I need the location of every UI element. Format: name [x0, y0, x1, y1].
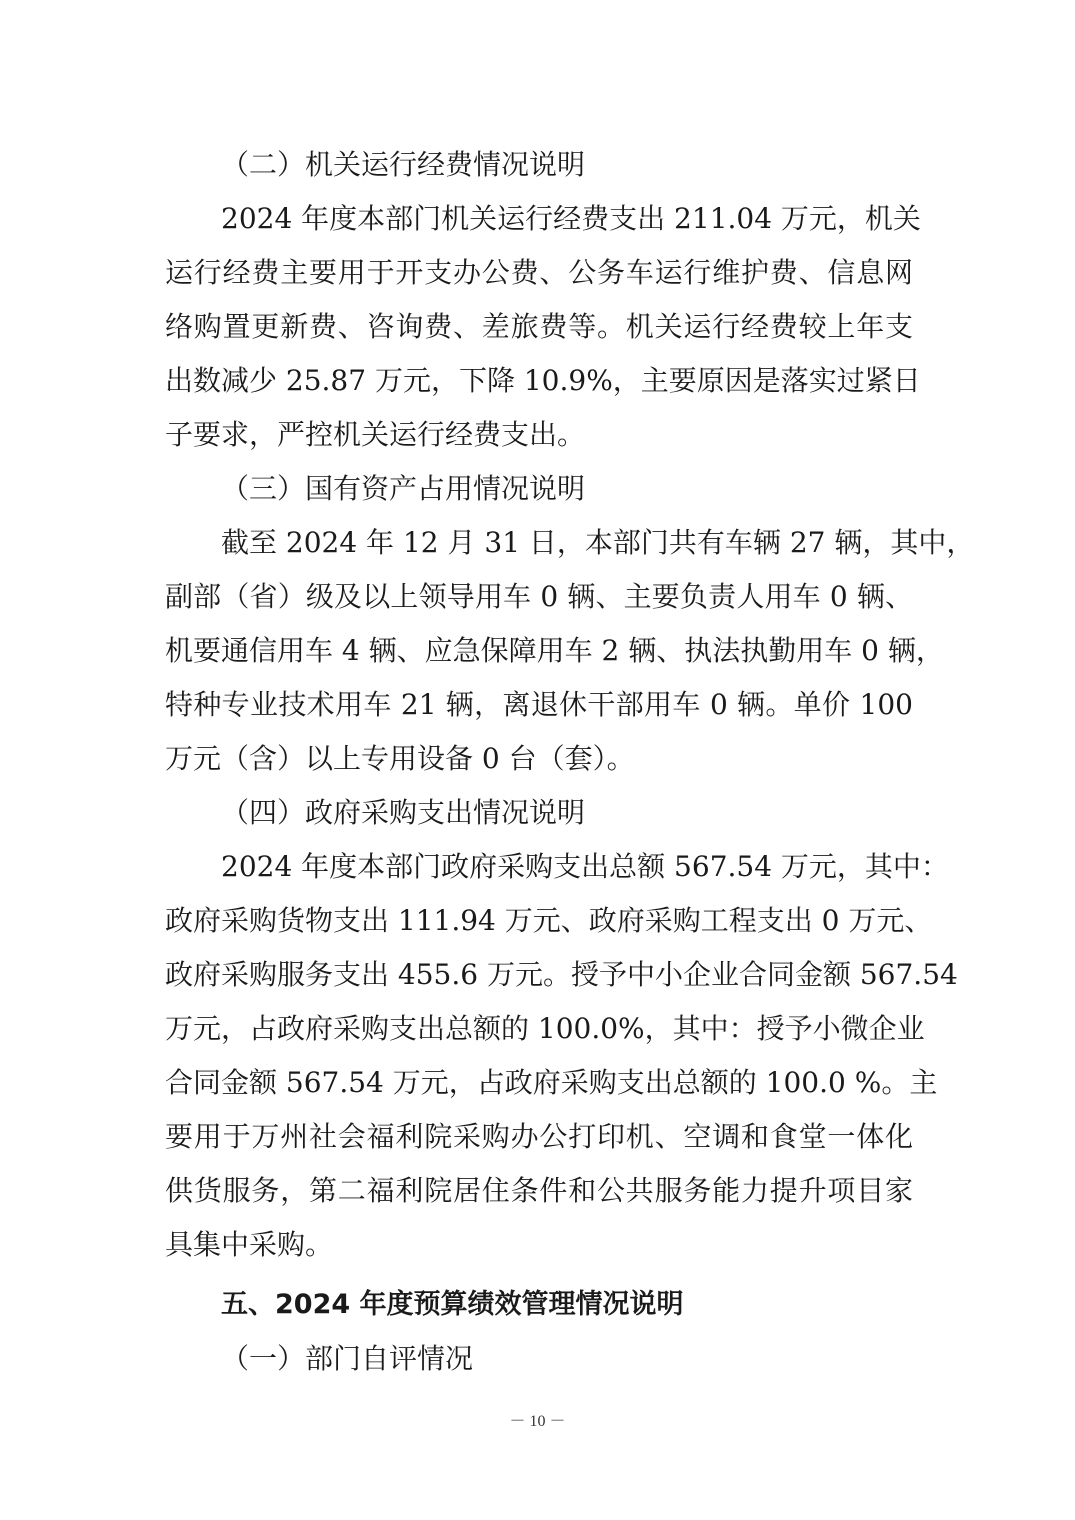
paragraph-line: 特种专业技术用车 21 辆，离退休干部用车 0 辆。单价 100: [165, 688, 913, 721]
section-heading-procurement: （四）政府采购支出情况说明: [221, 796, 586, 829]
section-heading-performance: 五、2024 年度预算绩效管理情况说明: [221, 1289, 684, 1320]
paragraph-line: 政府采购服务支出 455.6 万元。授予中小企业合同金额 567.54: [165, 958, 958, 991]
paragraph-line: 机要通信用车 4 辆、应急保障用车 2 辆、执法执勤用车 0 辆，: [165, 634, 944, 667]
paragraph-line: 万元，占政府采购支出总额的 100.0%，其中：授予小微企业: [165, 1012, 925, 1045]
section-heading-state-assets: （三）国有资产占用情况说明: [221, 472, 586, 505]
paragraph-line: 2024 年度本部门政府采购支出总额 567.54 万元，其中：: [221, 850, 949, 883]
paragraph-line: 2024 年度本部门机关运行经费支出 211.04 万元，机关: [221, 202, 921, 235]
paragraph-line: 络购置更新费、咨询费、差旅费等。机关运行经费较上年支: [165, 310, 913, 343]
paragraph-line: 合同金额 567.54 万元，占政府采购支出总额的 100.0 %。主: [165, 1066, 938, 1099]
page-number: － 10 －: [509, 1413, 566, 1430]
paragraph-line: 政府采购货物支出 111.94 万元、政府采购工程支出 0 万元、: [165, 904, 933, 937]
paragraph-line: 要用于万州社会福利院采购办公打印机、空调和食堂一体化: [165, 1120, 913, 1153]
section-heading-operating-funds: （二）机关运行经费情况说明: [221, 148, 586, 181]
paragraph-line: 具集中采购。: [165, 1228, 334, 1261]
paragraph-line: 子要求，严控机关运行经费支出。: [165, 418, 586, 451]
paragraph-line: 万元（含）以上专用设备 0 台（套）。: [165, 742, 635, 775]
paragraph-line: 出数减少 25.87 万元，下降 10.9%，主要原因是落实过紧日: [165, 364, 921, 397]
subsection-heading-self-evaluation: （一）部门自评情况: [221, 1342, 474, 1375]
paragraph-line: 运行经费主要用于开支办公费、公务车运行维护费、信息网: [165, 256, 913, 289]
paragraph-line: 供货服务，第二福利院居住条件和公共服务能力提升项目家: [165, 1174, 913, 1207]
paragraph-line: 截至 2024 年 12 月 31 日，本部门共有车辆 27 辆，其中，: [221, 526, 975, 559]
paragraph-line: 副部（省）级及以上领导用车 0 辆、主要负责人用车 0 辆、: [165, 580, 913, 613]
document-body: [165, 138, 975, 1386]
